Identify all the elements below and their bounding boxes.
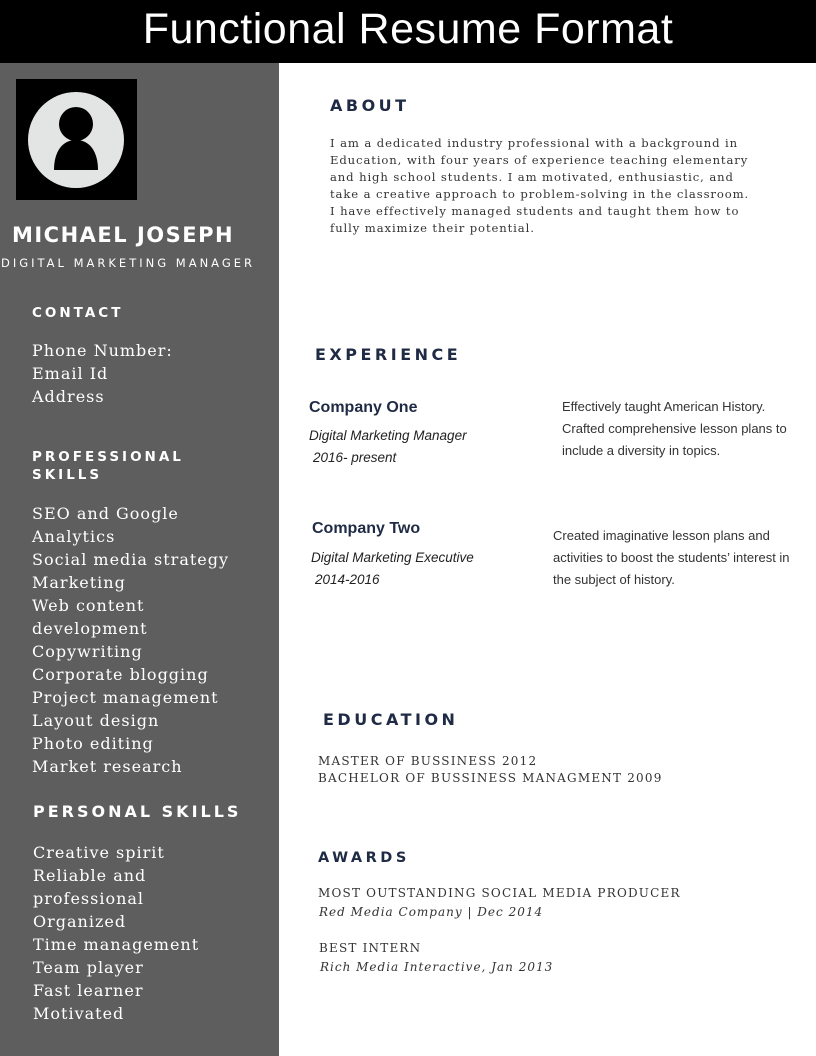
about-line: Education, with four years of experience teaching elementary [330, 153, 749, 167]
job-company: Company Two [312, 520, 421, 537]
title-banner [0, 0, 816, 63]
contact-list [32, 339, 173, 408]
about-line: I have effectively managed students and taught them how to [330, 204, 740, 218]
contact-email: Email Id [32, 364, 109, 383]
job-title: Digital Marketing Manager [309, 428, 467, 443]
list-item: professional [33, 889, 145, 908]
avatar [16, 79, 137, 200]
job-dates: 2014-2016 [315, 572, 380, 587]
personal-skills-heading: PERSONAL SKILLS [33, 802, 242, 821]
job-description [562, 396, 787, 462]
contact-address: Address [32, 387, 105, 406]
job-description-line: include a diversity in topics. [562, 443, 721, 458]
list-item: Fast learner [33, 981, 144, 1000]
list-item: Project management [32, 688, 219, 707]
job-title: Digital Marketing Executive [311, 550, 474, 565]
list-item: Team player [33, 958, 144, 977]
document-title: Functional Resume Format [142, 5, 674, 53]
about-heading: ABOUT [330, 96, 410, 115]
contact-phone: Phone Number: [32, 341, 173, 360]
list-item: Copywriting [32, 642, 143, 661]
awards-heading: AWARDS [318, 850, 410, 866]
award-title: BEST INTERN [319, 941, 422, 955]
list-item: Organized [33, 912, 127, 931]
about-line: take a creative approach to problem-solving in the classroom. [330, 187, 750, 201]
user-icon [28, 92, 124, 188]
job-description-line: the subject of history. [553, 572, 675, 587]
list-item: Creative spirit [33, 843, 165, 862]
sidebar [0, 63, 279, 1056]
avatar-circle [28, 92, 124, 188]
personal-skills-list [33, 841, 199, 1025]
job-company: Company One [309, 399, 418, 416]
list-item: SEO and Google [32, 504, 179, 523]
about-line: fully maximize their potential. [330, 221, 535, 235]
list-item: Reliable and [33, 866, 147, 885]
list-item: Marketing [32, 573, 126, 592]
profile-role: DIGITAL MARKETING MANAGER [1, 256, 256, 270]
contact-heading: CONTACT [32, 305, 124, 321]
education-item: BACHELOR OF BUSSINESS MANAGMENT 2009 [318, 771, 663, 785]
list-item: Social media strategy [32, 550, 230, 569]
job-description-line: Effectively taught American History. [562, 399, 766, 414]
award-detail: Red Media Company | Dec 2014 [319, 905, 544, 919]
about-line: and high school students. I am motivated, enthusiastic, and [330, 170, 734, 184]
list-item: Time management [33, 935, 200, 954]
award-detail: Rich Media Interactive, Jan 2013 [320, 960, 554, 974]
professional-skills-list [32, 502, 229, 778]
list-item: Market research [32, 757, 183, 776]
list-item: Layout design [32, 711, 160, 730]
about-text [330, 135, 770, 237]
list-item: Analytics [32, 527, 116, 546]
education-heading: EDUCATION [323, 710, 459, 729]
education-item: MASTER OF BUSSINESS 2012 [318, 754, 538, 768]
professional-skills-heading-line1: PROFESSIONAL [32, 449, 184, 465]
profile-name: MICHAEL JOSEPH [11, 223, 235, 247]
job-description-line: Crafted comprehensive lesson plans to [562, 421, 787, 436]
about-line: I am a dedicated industry professional with a background in [330, 136, 738, 150]
job-description-line: activities to boost the students’ interest in [553, 550, 790, 565]
award-title: MOST OUTSTANDING SOCIAL MEDIA PRODUCER [318, 886, 681, 900]
professional-skills-heading [32, 448, 184, 484]
list-item: Motivated [33, 1004, 125, 1023]
job-description [553, 525, 790, 591]
list-item: Photo editing [32, 734, 154, 753]
list-item: Web content [32, 596, 145, 615]
job-description-line: Created imaginative lesson plans and [553, 528, 770, 543]
education-list [318, 753, 663, 787]
professional-skills-heading-line2: SKILLS [32, 467, 103, 483]
experience-heading: EXPERIENCE [315, 345, 462, 364]
list-item: Corporate blogging [32, 665, 209, 684]
job-dates: 2016- present [313, 450, 397, 465]
list-item: development [32, 619, 148, 638]
